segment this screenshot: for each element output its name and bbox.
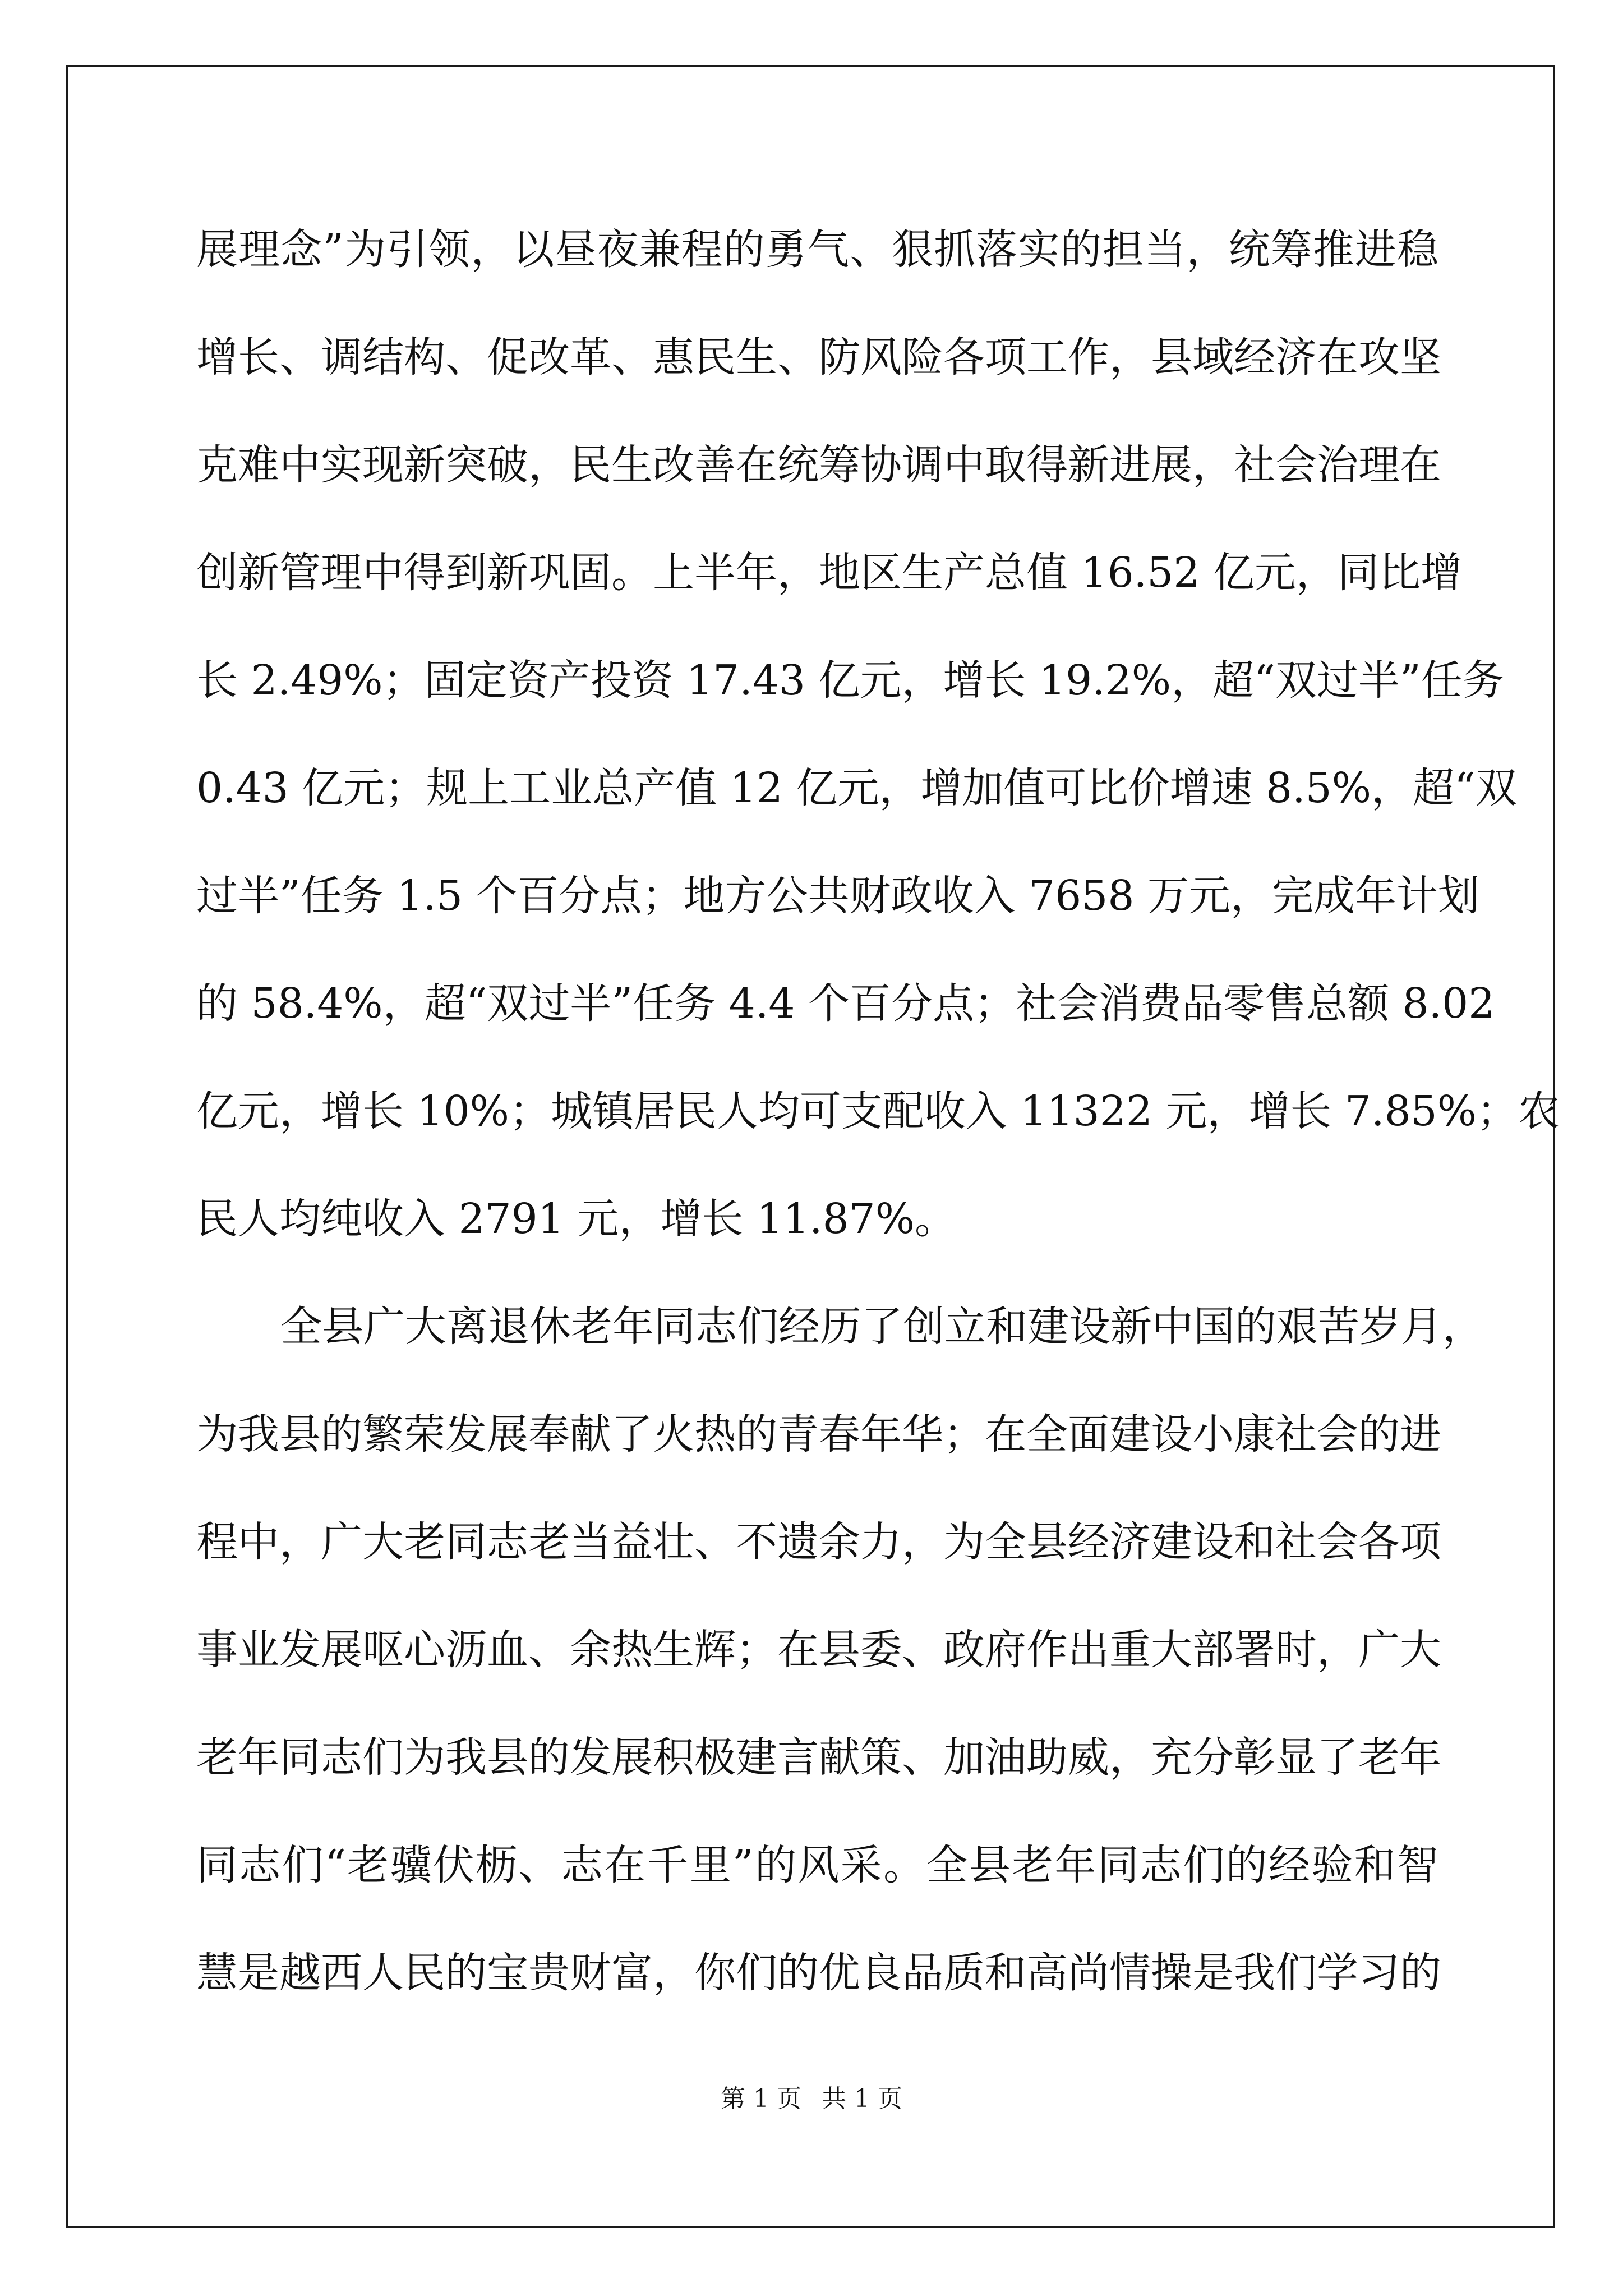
text-line: 全县广大离退休老年同志们经历了创立和建设新中国的艰苦岁月， <box>280 1303 1484 1351</box>
page-footer <box>0 2082 1623 2116</box>
text-line: 的 58.4%，超“双过半”任务 4.4 个百分点；社会消费品零售总额 8.02 <box>196 979 1495 1028</box>
text-line: 增长、调结构、促改革、惠民生、防风险各项工作，县域经济在攻坚 <box>196 333 1441 381</box>
text-line: 同志们“老骥伏枥、志在千里”的风采。全县老年同志们的经验和智 <box>196 1841 1438 1889</box>
text-line: 慧是越西人民的宝贵财富，你们的优良品质和高尚情操是我们学习的 <box>196 1949 1441 1997</box>
page-total: 共 1 页 <box>822 2085 902 2113</box>
text-line: 事业发展呕心沥血、余热生辉；在县委、政府作出重大部署时，广大 <box>196 1626 1441 1674</box>
text-line: 程中，广大老同志老当益壮、不遗余力，为全县经济建设和社会各项 <box>196 1518 1441 1566</box>
text-line: 长 2.49%；固定资产投资 17.43 亿元，增长 19.2%，超“双过半”任务 <box>196 656 1504 705</box>
text-line: 展理念”为引领，以昼夜兼程的勇气、狠抓落实的担当，统筹推进稳 <box>196 226 1438 274</box>
text-line: 克难中实现新突破，民生改善在统筹协调中取得新进展，社会治理在 <box>196 441 1441 489</box>
page-border <box>66 65 1560 2228</box>
text-line: 民人均纯收入 2791 元，增长 11.87%。 <box>196 1195 957 1243</box>
text-line: 为我县的繁荣发展奉献了火热的青春年华；在全面建设小康社会的进 <box>196 1410 1441 1458</box>
text-line: 创新管理中得到新巩固。上半年，地区生产总值 16.52 亿元，同比增 <box>196 549 1462 597</box>
text-line: 老年同志们为我县的发展积极建言献策、加油助威，充分彰显了老年 <box>196 1733 1441 1782</box>
text-line: 亿元，增长 10%；城镇居民人均可支配收入 11322 元，增长 7.85%；农 <box>196 1087 1560 1135</box>
page-number: 第 1 页 <box>721 2085 801 2113</box>
text-line: 过半”任务 1.5 个百分点；地方公共财政收入 7658 万元，完成年计划 <box>196 872 1479 920</box>
text-line: 0.43 亿元；规上工业总产值 12 亿元，增加值可比价增速 8.5%，超“双 <box>196 764 1517 812</box>
